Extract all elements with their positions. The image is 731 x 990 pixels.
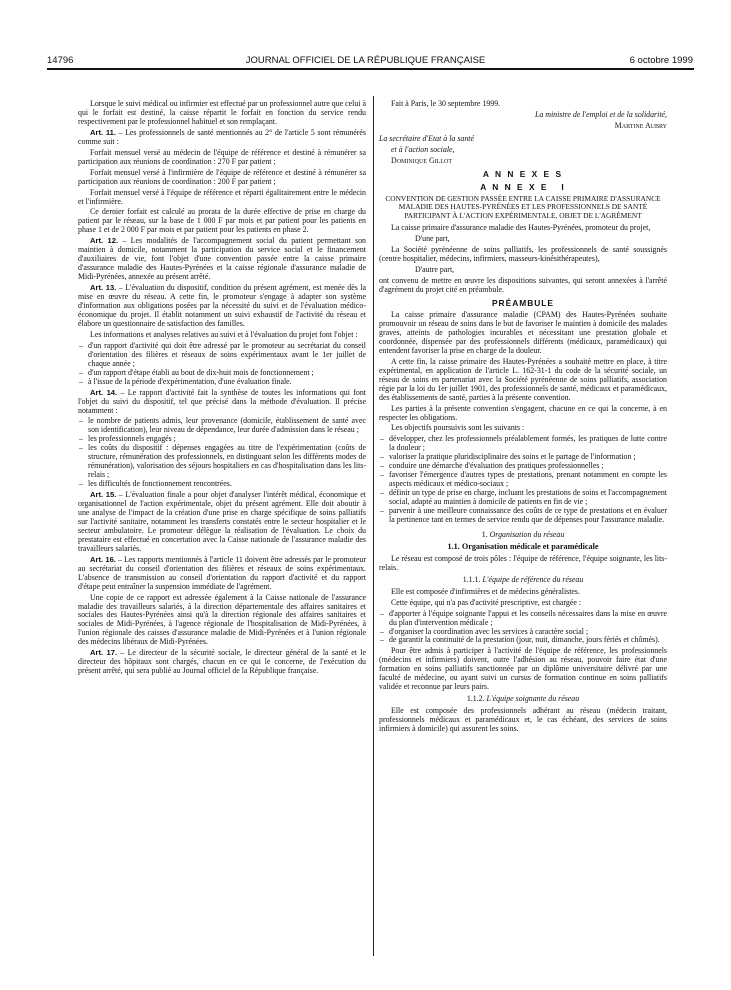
article-text: – L'évaluation finale a pour objet d'analyser l'intérêt médical, économique et organisationnel de l'action expérimentale, objet du présent agrément. Elle doit aboutir à une analyse de l'impact de la création d'une prise en charge spécifique de soins palliatifs sur l'activité sanitaire, notamment les transferts constatés entre le secteur hospitalier et le secteur ambulatoire. Le promoteur délègue la réalisation de l'évaluation. Le choix du prestataire est effectué en concertation avec la Caisse nationale de l'assurance maladie des travailleurs salariés. (78, 490, 366, 553)
article-label: Art. 12. (90, 236, 119, 246)
column-separator (373, 96, 374, 956)
section-title: Organisation du réseau (489, 529, 565, 539)
party-1-end: D'une part, (415, 234, 450, 244)
section-1-heading (379, 531, 667, 540)
paragraph: Les parties à la présente convention s'engagent, chacune en ce qui la concerne, à en respecter les obligations. (379, 403, 667, 422)
issue-date: 6 octobre 1999 (629, 55, 693, 66)
paragraph: Le réseau est composé de trois pôles : l'équipe de référence, l'équipe soignante, les lits-relais. (379, 553, 667, 572)
left-column (78, 100, 366, 678)
paragraph: A cette fin, la caisse primaire des Hautes-Pyrénées a souhaité mettre en place, à titre expérimental, en application de l'article L. 162-31-1 du code de la sécurité sociale, un réseau de soins en partenariat avec la Société pyrénéenne de soins palliatifs, association régie par la loi du 1er juillet 1901, des professionnels de santé, médicaux et paramédicaux, des établissements de santé, parties à la présente convention. (379, 356, 667, 402)
list-item: – valoriser la pratique pluridisciplinaire des soins et le partage de l'information ; (389, 453, 667, 462)
list-item: – à l'issue de la période d'expérimentation, d'une évaluation finale. (88, 378, 366, 387)
annexes-title: A N N E X E S (482, 168, 564, 179)
paragraph: La caisse primaire d'assurance maladie (CPAM) des Hautes-Pyrénées souhaite promouvoir un réseau de soins dans le but de favoriser le maintien à domicile des malades graves, atteints de pathologies incurables et nécessitant une prestation globale et coordonnée, dispensée par des professionnels différents (médicaux, paramédicaux) qui entendent favoriser la prise en charge de la douleur. (379, 310, 667, 355)
section-number: 1.1.2. (466, 694, 487, 704)
article-13-list (78, 342, 366, 387)
secretary-name: Dominique Gillot (391, 155, 453, 165)
article-label: Art. 15. (90, 490, 117, 500)
article-15 (78, 491, 366, 554)
list-item: – les professionnels engagés ; (88, 435, 366, 444)
list-item: – les coûts du dispositif : dépenses engagées au titre de l'expérimentation (coûts de structure, rémunération des professionnels, en distinguant selon les différents modes de rémunération), valorisation des séjours hospitaliers en cas d'hospitalisation dans les lits-relais ; (88, 444, 366, 480)
secretary-title-cont: et à l'action sociale, (391, 144, 455, 154)
paragraph: Forfait mensuel versé à l'équipe de référence et réparti égalitairement entre le médecin et l'infirmière. (78, 187, 366, 206)
paragraph: Elle est composée d'infirmières et de médecins généralistes. (391, 586, 580, 596)
paragraph: Une copie de ce rapport est adressée également à la Caisse nationale de l'assurance maladie des travailleurs salariés, à la direction départementale des affaires sanitaires et sociales des Hautes-Pyrénées ainsi qu'à la direction régionale des affaires sanitaires et sociales de Midi-Pyrénées, à l'agence régionale de l'hospitalisation de Midi-Pyrénées, à l'union régionale des caisses d'assurance maladie de Midi-Pyrénées et à l'union régionale des médecins libéraux de Midi-Pyrénées. (78, 592, 366, 647)
list-item: – d'un rapport d'étape établi au bout de dix-huit mois de fonctionnement ; (88, 369, 366, 378)
article-12 (78, 237, 366, 282)
paragraph: Forfait mensuel versé à l'infirmière de l'équipe de référence et destiné à rémunérer sa participation aux réunions de coordination : 200 F par patient ; (78, 167, 366, 186)
list-item: – de garantir la continuité de la prestation (jour, nuit, dimanche, jours fériés et chômés). (389, 636, 667, 645)
right-column (379, 100, 667, 736)
list-item: – d'apporter à l'équipe soignante l'appui et les conseils nécessaires dans la mise en œuvre du plan d'intervention médicale ; (389, 610, 667, 628)
page-number: 14796 (47, 55, 74, 66)
preamble-title: PRÉAMBULE (491, 298, 555, 309)
place-date: Fait à Paris, le 30 septembre 1999. (391, 99, 501, 108)
article-text: – Le rapport d'activité fait la synthèse de toutes les informations qui font l'objet du suivi du dispositif, tel que précisé dans la méthode d'évaluation. Il précise notamment : (78, 387, 366, 415)
party-2-end: D'autre part, (415, 265, 455, 275)
list-item: – développer, chez les professionnels préalablement formés, les pratiques de lutte contre la douleur ; (389, 435, 667, 453)
paragraph: Cette équipe, qui n'a pas d'activité prescriptive, est chargée : (391, 597, 582, 607)
party-2: La Société pyrénéenne de soins palliatifs, les professionnels de santé soussignés (centre hospitalier, médecins, infirmiers, masseurs-kinésithérapeutes), (379, 245, 667, 264)
section-number: 1. (481, 529, 490, 539)
article-16 (78, 556, 366, 592)
article-text: – Les rapports mentionnés à l'article 11 doivent être adressés par le promoteur au secrétariat du conseil d'orientation des filières et réseaux de soins expérimentaux. L'absence de transmission au conseil d'orientation du rapport d'activité et du rapport d'étape peut entraîner la suspension immédiate de l'agrément. (78, 554, 366, 591)
section-number: 1.1.1. (462, 574, 483, 584)
article-label: Art. 13. (90, 283, 117, 293)
list-item: – d'un rapport d'activité qui doit être adressé par le promoteur au secrétariat du conseil d'orientation des filières et réseaux de soins expérimentaux avant le 1er juillet de chaque année ; (88, 342, 366, 369)
paragraph: Ce dernier forfait est calculé au prorata de la durée effective de prise en charge du patient par le réseau, sur la base de 1 000 F par mois et par patient pour les patients en phase 1 et de 2 000 F par mois et par patient pour les patients en phase 2. (78, 207, 366, 235)
article-label: Art. 16. (90, 554, 116, 564)
list-item: – les difficultés de fonctionnement rencontrées. (88, 480, 366, 489)
paragraph: Elle est composée des professionnels adhérant au réseau (médecin traitant, professionnels médicaux et paramédicaux et, le cas échéant, des services de soins infirmiers à domicile) qui assurent les soins. (379, 706, 667, 734)
paragraph: Lorsque le suivi médical ou infirmier est effectué par un professionnel autre que celui à qui le forfait est destiné, la caisse répartit le forfait en fonction du service rendu respectivement par le professionnel habituel et son remplaçant. (78, 99, 366, 126)
section-title: L'équipe de référence du réseau (482, 574, 584, 584)
convention-title: CONVENTION DE GESTION PASSÉE ENTRE LA CAISSE PRIMAIRE D'ASSURANCE MALADIE DES HAUTES-PYRÉNÉES ET LES PROFESSIONNELS DE SANTÉ PARTICIPANT À L'ACTION EXPÉRIMENTALE, OBJET DE L'AGRÉMENT (385, 193, 661, 220)
annexe-1-title: A N N E X E I (480, 181, 566, 192)
list-item: – d'organiser la coordination avec les services à caractère social ; (389, 628, 667, 637)
journal-title: JOURNAL OFFICIEL DE LA RÉPUBLIQUE FRANÇAISE (245, 55, 486, 66)
article-label: Art. 14. (90, 387, 118, 397)
paragraph: Les objectifs poursuivis sont les suivants : (391, 423, 525, 433)
secretary-title: La secrétaire d'Etat à la santé (379, 133, 474, 143)
article-17 (78, 649, 366, 676)
article-13 (78, 284, 366, 329)
list-item: – conduire une démarche d'évaluation des pratiques professionnelles ; (389, 462, 667, 471)
agreement: ont convenu de mettre en œuvre les dispositions suivantes, qui seront annexées à l'arrêté d'agrément du projet cité en préambule. (379, 276, 667, 295)
list-item: – le nombre de patients admis, leur provenance (domicile, établissement de santé avec son identification), leur niveau de dépendance, leur durée d'admission dans le réseau ; (88, 417, 366, 435)
objectives-list (379, 435, 667, 525)
page-header (0, 55, 731, 69)
article-11 (78, 129, 366, 147)
section-title: L'équipe soignante du réseau (486, 694, 580, 704)
section-1-1-1-heading (379, 576, 667, 585)
team-tasks-list (379, 610, 667, 646)
list-item: – favoriser l'émergence d'autres types de prestations, prenant notamment en compte les aspects médicaux et médico-sociaux ; (389, 471, 667, 489)
article-14 (78, 389, 366, 416)
article-text: – Les modalités de l'accompagnement social du patient permettant son maintien à domicile, notamment la participation du service social et le financement d'auxiliaires de vie, font l'objet d'une convention passée entre la caisse primaire d'assurance maladie des Hautes-Pyrénées et la caisse régionale d'assurance maladie de Midi-Pyrénées, annexée au présent arrêté. (78, 236, 366, 282)
party-1: La caisse primaire d'assurance maladie des Hautes-Pyrénées, promoteur du projet, (391, 223, 651, 233)
article-label: Art. 11. (90, 127, 116, 137)
minister-title: La ministre de l'emploi et de la solidarité, (534, 109, 667, 119)
section-1-1-heading: 1.1. Organisation médicale et paramédicale (447, 541, 599, 551)
article-14-list (78, 417, 366, 489)
article-text: – L'évaluation du dispositif, condition du présent agrément, est menée dès la mise en œuvre du réseau. A cette fin, le promoteur s'engage à adapter son système d'information aux obligations posées par la nécessité du suivi et de l'évaluation médico-économique du projet. Il établit notamment un suivi exhaustif de l'activité du réseau et élabore un questionnaire de satisfaction des familles. (78, 283, 366, 328)
section-1-1-2-heading (379, 695, 667, 704)
list-item: – définir un type de prise en charge, incluant les prestations de soins et l'accompagnement social, adapté au maintien à domicile de patients en fin de vie ; (389, 489, 667, 507)
article-text: – Le directeur de la sécurité sociale, le directeur général de la santé et le directeur des hôpitaux sont chargés, chacun en ce qui le concerne, de l'exécution du présent arrêté, qui sera publié au Journal officiel de la République française. (78, 648, 366, 676)
paragraph: Forfait mensuel versé au médecin de l'équipe de référence et destiné à rémunérer sa participation aux réunions de coordination : 270 F par patient ; (78, 147, 366, 166)
header-rule (47, 68, 694, 70)
minister-name: Martine Aubry (614, 120, 667, 130)
list-item: – parvenir à une meilleure connaissance des coûts de ce type de prestations et en évaluer la pertinence tant en termes de service rendu que de dépenses pour l'assurance maladie. (389, 507, 667, 525)
paragraph: Pour être admis à participer à l'activité de l'équipe de référence, les professionnels (médecins et infirmiers) doivent, outre l'adhésion au réseau, pouvoir faire état d'une formation en soins palliatifs sanctionnée par un diplôme universitaire délivré par une faculté de médecine, ou ayant suivi un cursus de formation continue en soins palliatifs validée et reconnue par leurs pairs. (379, 646, 667, 692)
paragraph: Les informations et analyses relatives au suivi et à l'évaluation du projet font l'objet : (90, 329, 358, 339)
article-text: – Les professionnels de santé mentionnés au 2° de l'article 5 sont rémunérés comme suit : (78, 127, 366, 146)
article-label: Art. 17. (90, 648, 118, 658)
